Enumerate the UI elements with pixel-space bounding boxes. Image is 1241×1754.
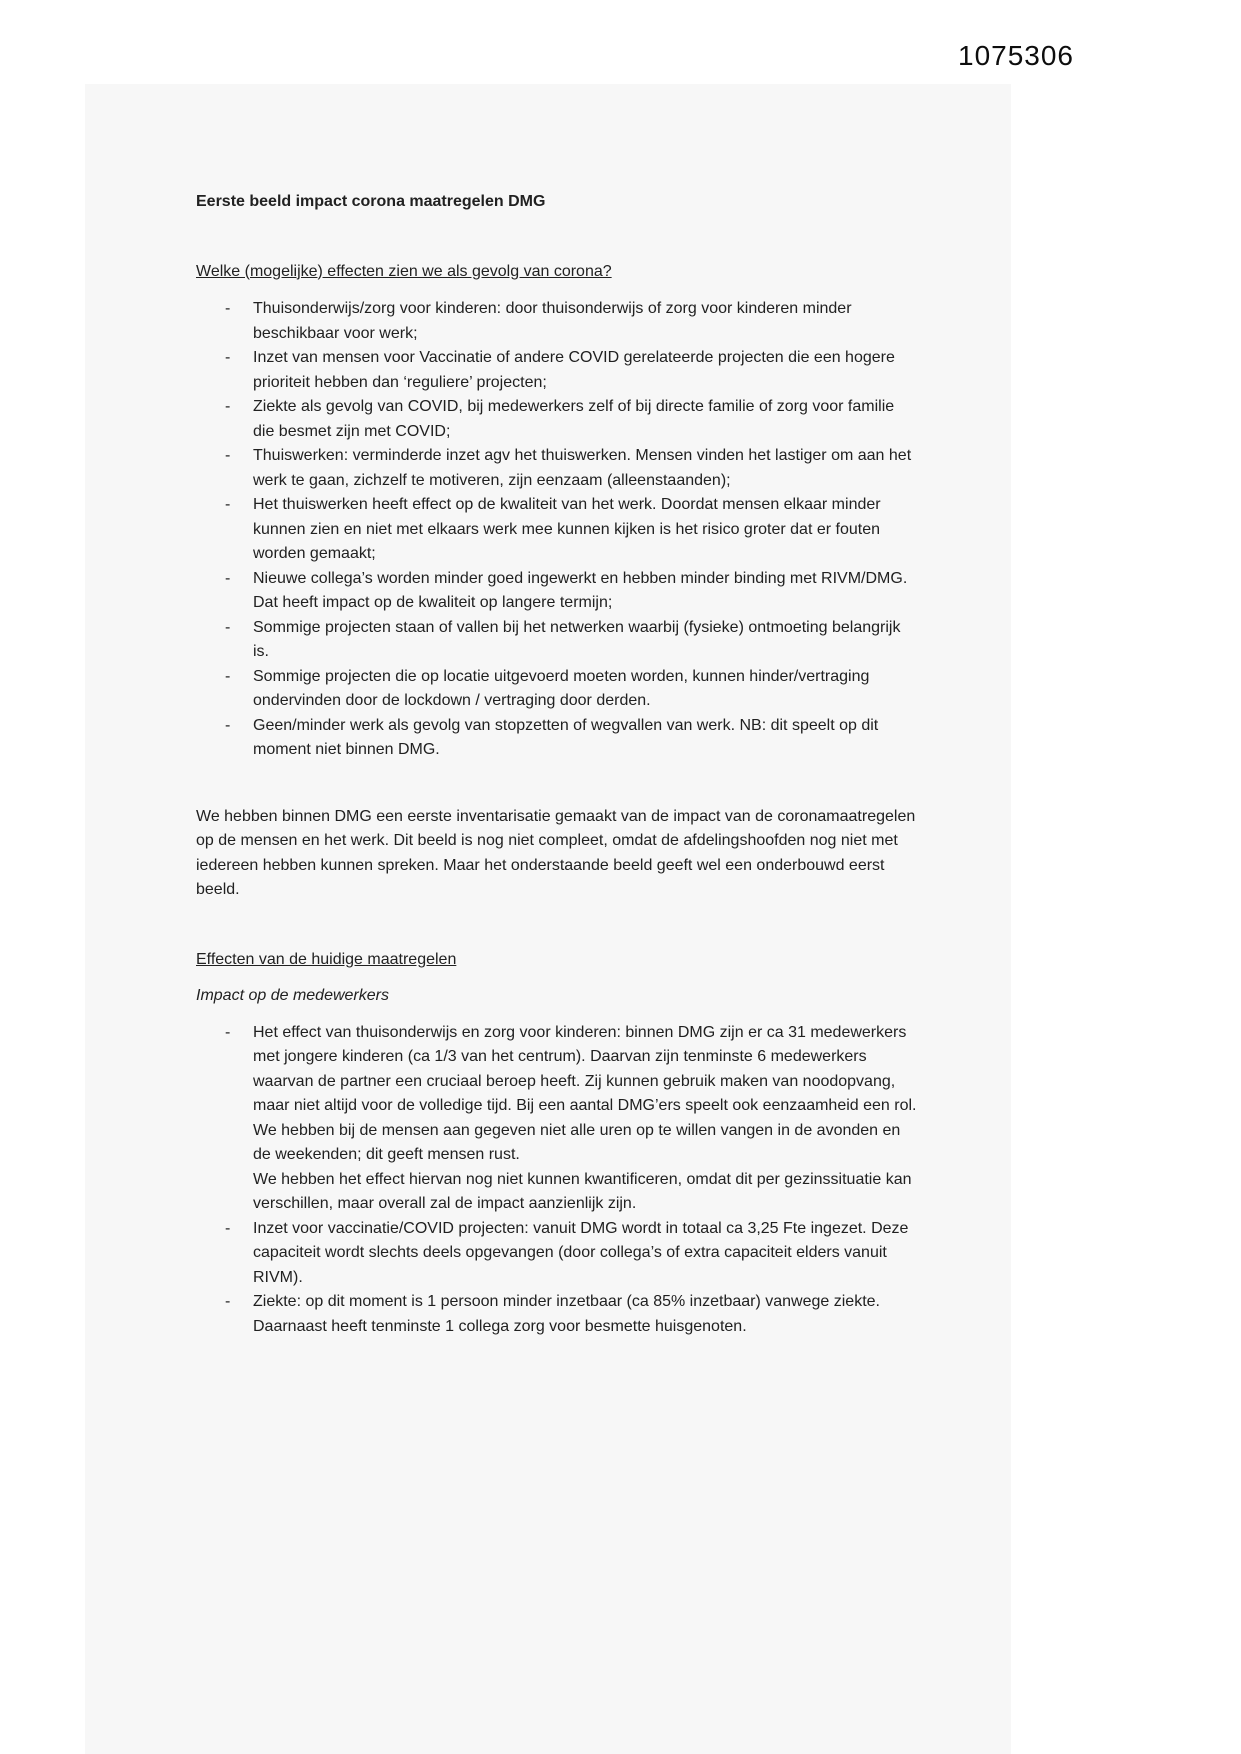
bullet-item <box>196 1021 918 1217</box>
subsection-heading-employee-impact: Impact op de medewerkers <box>196 987 389 1004</box>
bullet-text: - Thuiswerken: verminderde inzet agv het thuiswerken. Mensen vinden het lastiger om aan het werk te gaan, zichzelf te motiveren, zijn eenzaam (alleenstaanden); <box>253 447 912 489</box>
bullet-text: - Inzet van mensen voor Vaccinatie of andere COVID gerelateerde projecten die een hogere prioriteit hebben dan ‘reguliere’ projecten; <box>253 349 895 391</box>
bullet-text: - Het effect van thuisonderwijs en zorg voor kinderen: binnen DMG zijn er ca 31 medewerkers met jongere kinderen (ca 1/3 van het centrum). Daarvan zijn tenminste 6 medewerkers waarvan de partner een cruciaal beroep heeft. Zij kunnen gebruik maken van noodopvang, maar niet altijd voor de volledige tijd. Bij een aantal DMG’ers speelt ook eenzaamheid een rol. We hebben bij de mensen aan gegeven niet alle uren op te willen vangen in de avonden en de weekenden; dit geeft mensen rust. <box>253 1023 917 1163</box>
bullet-text: - Ziekte: op dit moment is 1 persoon minder inzetbaar (ca 85% inzetbaar) vanwege ziekte. Daarnaast heeft tenminste 1 collega zorg voor besmette huisgenoten. <box>253 1293 880 1335</box>
bullet-item <box>196 665 918 714</box>
section-heading-current-measures: Effecten van de huidige maatregelen <box>196 950 457 968</box>
bullet-item <box>196 346 918 395</box>
effects-bullet-list <box>196 297 918 763</box>
bullet-item <box>196 1217 918 1291</box>
bullet-text: We hebben het effect hiervan nog niet kunnen kwantificeren, omdat dit per gezinssituatie kan verschillen, maar overall zal de impact aanzienlijk zijn. <box>253 1170 912 1212</box>
bullet-item <box>196 616 918 665</box>
document-title: Eerste beeld impact corona maatregelen DMG <box>196 193 546 210</box>
bullet-text: - Sommige projecten staan of vallen bij het netwerken waarbij (fysieke) ontmoeting belangrijk is. <box>253 618 901 660</box>
bullet-text: - Nieuwe collega’s worden minder goed ingewerkt en hebben minder binding met RIVM/DMG. Dat heeft impact op de kwaliteit op langere termijn; <box>253 569 908 611</box>
bullet-item <box>196 714 918 763</box>
bullet-text: - Ziekte als gevolg van COVID, bij medewerkers zelf of bij directe familie of zorg voor familie die besmet zijn met COVID; <box>253 398 895 440</box>
section-heading-effects: Welke (mogelijke) effecten zien we als gevolg van corona? <box>196 262 612 280</box>
document-content <box>196 190 918 1339</box>
bullet-item <box>196 1290 918 1339</box>
bullet-text: - Inzet voor vaccinatie/COVID projecten: vanuit DMG wordt in totaal ca 3,25 Fte ingezet. Deze capaciteit wordt slechts deels opgevangen (door collega’s of extra capaciteit elders vanuit RIVM). <box>253 1219 909 1286</box>
bullet-item <box>196 444 918 493</box>
intro-paragraph: We hebben binnen DMG een eerste inventarisatie gemaakt van de impact van de coronamaatregelen op de mensen en het werk. Dit beeld is nog niet compleet, omdat de afdelingshoofden nog niet met iedereen hebben kunnen spreken. Maar het onderstaande beeld geeft wel een onderbouwd eerst beeld. <box>196 807 916 898</box>
bullet-item <box>196 567 918 616</box>
bullet-text: - Het thuiswerken heeft effect op de kwaliteit van het werk. Doordat mensen elkaar minder kunnen zien en niet met elkaars werk mee kunnen kijken is het risico groter dat er fouten worden gemaakt; <box>253 496 881 562</box>
bullet-item <box>196 297 918 346</box>
document-number: 1075306 <box>958 40 1075 71</box>
employee-impact-bullet-list <box>196 1021 918 1340</box>
bullet-text: - Thuisonderwijs/zorg voor kinderen: door thuisonderwijs of zorg voor kinderen minder beschikbaar voor werk; <box>253 300 852 342</box>
bullet-text: - Geen/minder werk als gevolg van stopzetten of wegvallen van werk. NB: dit speelt op dit moment niet binnen DMG. <box>253 716 879 758</box>
bullet-item <box>196 493 918 567</box>
bullet-text: - Sommige projecten die op locatie uitgevoerd moeten worden, kunnen hinder/vertraging ondervinden door de lockdown / vertraging door derden. <box>253 667 870 709</box>
bullet-item <box>196 395 918 444</box>
